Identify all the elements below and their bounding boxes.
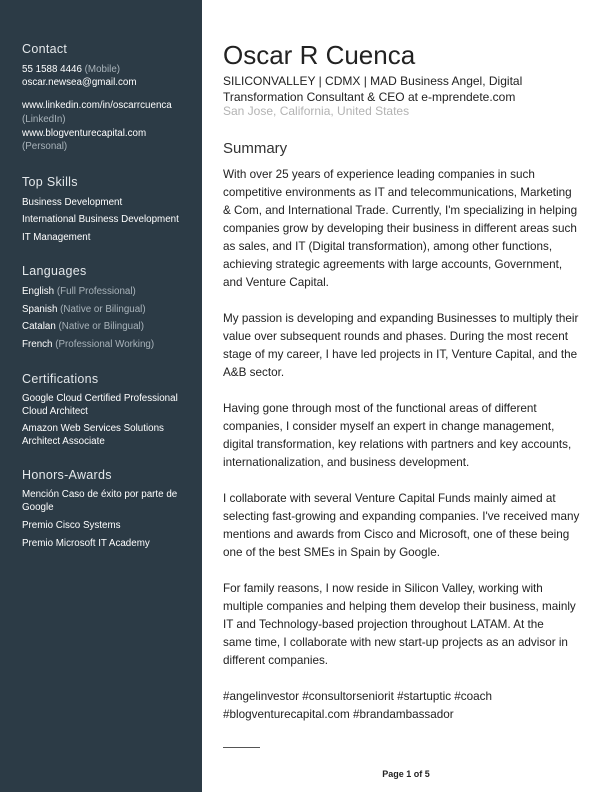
honor-line: Mención Caso de éxito por parte de bbox=[22, 489, 178, 500]
blog-link[interactable]: www.blogventurecapital.com bbox=[22, 128, 147, 139]
honor-item: Premio Microsoft IT Academy bbox=[22, 538, 150, 549]
summary-line: companies grow by developing their business in different areas such bbox=[223, 222, 577, 235]
summary-line: With over 25 years of experience leading companies in such bbox=[223, 168, 535, 181]
summary-paragraph bbox=[223, 310, 579, 382]
certification-item bbox=[22, 422, 202, 448]
summary-line: I collaborate with several Venture Capital Funds mainly aimed at bbox=[223, 492, 556, 505]
summary-line: mentions and awards from Cisco and Microsoft, one of these being bbox=[223, 528, 570, 541]
summary-line: same time, I collaborate with new start-up projects as an advisor in bbox=[223, 636, 568, 649]
summary-line: as sales, and IT (Digital transformation), among other functions, bbox=[223, 240, 553, 253]
linkedin-label: (LinkedIn) bbox=[22, 114, 66, 125]
summary-line: IT and Technology-based projection throughout LATAM. At the bbox=[223, 618, 544, 631]
headline bbox=[223, 74, 522, 105]
section-divider bbox=[223, 747, 260, 748]
language-name: Spanish bbox=[22, 304, 58, 315]
language-item bbox=[22, 303, 202, 316]
summary-body bbox=[223, 166, 579, 742]
certification-line: Architect Associate bbox=[22, 436, 105, 447]
skill-item: IT Management bbox=[22, 232, 91, 243]
summary-line: different companies. bbox=[223, 654, 329, 667]
contact-heading: Contact bbox=[22, 42, 68, 56]
honor-item: Premio Cisco Systems bbox=[22, 520, 121, 531]
honor-item bbox=[22, 488, 202, 514]
headline-line: SILICONVALLEY | CDMX | MAD Business Angel, Digital bbox=[223, 74, 523, 88]
language-name: Catalan bbox=[22, 321, 56, 332]
summary-line: digital transformation, key relations with partners and key accounts, bbox=[223, 438, 572, 451]
certification-line: Google Cloud Certified Professional bbox=[22, 393, 178, 404]
honor-line: Google bbox=[22, 502, 54, 513]
skill-item: International Business Development bbox=[22, 214, 179, 225]
summary-line: For family reasons, I now reside in Silicon Valley, working with bbox=[223, 582, 543, 595]
language-name: French bbox=[22, 339, 53, 350]
language-level: (Native or Bilingual) bbox=[60, 304, 146, 315]
headline-line: Transformation Consultant & CEO at e-mprendete.com bbox=[223, 89, 516, 104]
language-item bbox=[22, 338, 202, 351]
location: San Jose, California, United States bbox=[223, 104, 410, 118]
summary-line: multiple companies and helping them develop their business, mainly bbox=[223, 600, 576, 613]
summary-line: My passion is developing and expanding Businesses to multiply their bbox=[223, 312, 579, 325]
summary-paragraph bbox=[223, 400, 579, 472]
summary-line: stage of my career, I have led projects in IT, Venture Capital, and the bbox=[223, 348, 578, 361]
page-number: Page 1 of 5 bbox=[382, 769, 430, 779]
language-item bbox=[22, 320, 202, 333]
language-level: (Native or Bilingual) bbox=[58, 321, 144, 332]
summary-line: #blogventurecapital.com #brandambassador bbox=[223, 708, 454, 721]
honors-heading: Honors-Awards bbox=[22, 468, 112, 482]
sidebar bbox=[0, 0, 202, 792]
certification-item bbox=[22, 392, 202, 418]
language-level: (Professional Working) bbox=[55, 339, 155, 350]
summary-paragraph bbox=[223, 490, 579, 562]
summary-line: one of the best SMEs in Spain by Google. bbox=[223, 546, 441, 559]
top-skills-heading: Top Skills bbox=[22, 175, 78, 189]
language-item bbox=[22, 285, 202, 298]
certification-line: Cloud Architect bbox=[22, 406, 88, 417]
languages-heading: Languages bbox=[22, 264, 87, 278]
summary-line: and Venture Capital. bbox=[223, 276, 329, 289]
summary-line: value over subsequent rounds and phases. During the most recent bbox=[223, 330, 568, 343]
contact-email[interactable]: oscar.newsea@gmail.com bbox=[22, 77, 137, 88]
blog-label: (Personal) bbox=[22, 141, 68, 152]
phone-number: 55 1588 4446 bbox=[22, 64, 82, 75]
summary-heading: Summary bbox=[223, 140, 288, 157]
language-name: English bbox=[22, 286, 55, 297]
summary-line: A&B sector. bbox=[223, 366, 285, 379]
language-level: (Full Professional) bbox=[56, 286, 136, 297]
summary-line: selecting fast-growing and expanding companies. I've received many bbox=[223, 510, 580, 523]
summary-line: Having gone through most of the functional areas of different bbox=[223, 402, 537, 415]
profile-name: Oscar R Cuenca bbox=[223, 40, 416, 70]
summary-paragraph bbox=[223, 580, 579, 670]
summary-line: & Com, and International Trade. Currently, I'm specializing in helping bbox=[223, 204, 578, 217]
summary-line: #angelinvestor #consultorseniorit #startuptic #coach bbox=[223, 690, 492, 703]
linkedin-link[interactable]: www.linkedin.com/in/oscarrcuenca bbox=[22, 100, 172, 111]
contact-phone bbox=[22, 63, 202, 76]
summary-paragraph bbox=[223, 166, 579, 292]
skill-item: Business Development bbox=[22, 197, 123, 208]
summary-line: internationalization, and business development. bbox=[223, 456, 470, 469]
certification-line: Amazon Web Services Solutions bbox=[22, 423, 164, 434]
summary-line: achieving strategic agreements with large accounts, Government, bbox=[223, 258, 563, 271]
summary-line: competitive environments as IT and telecommunications, Marketing bbox=[223, 186, 572, 199]
summary-line: companies, I consider myself an expert in change management, bbox=[223, 420, 555, 433]
phone-type: (Mobile) bbox=[84, 64, 121, 75]
summary-paragraph bbox=[223, 688, 579, 724]
certifications-heading: Certifications bbox=[22, 372, 99, 386]
